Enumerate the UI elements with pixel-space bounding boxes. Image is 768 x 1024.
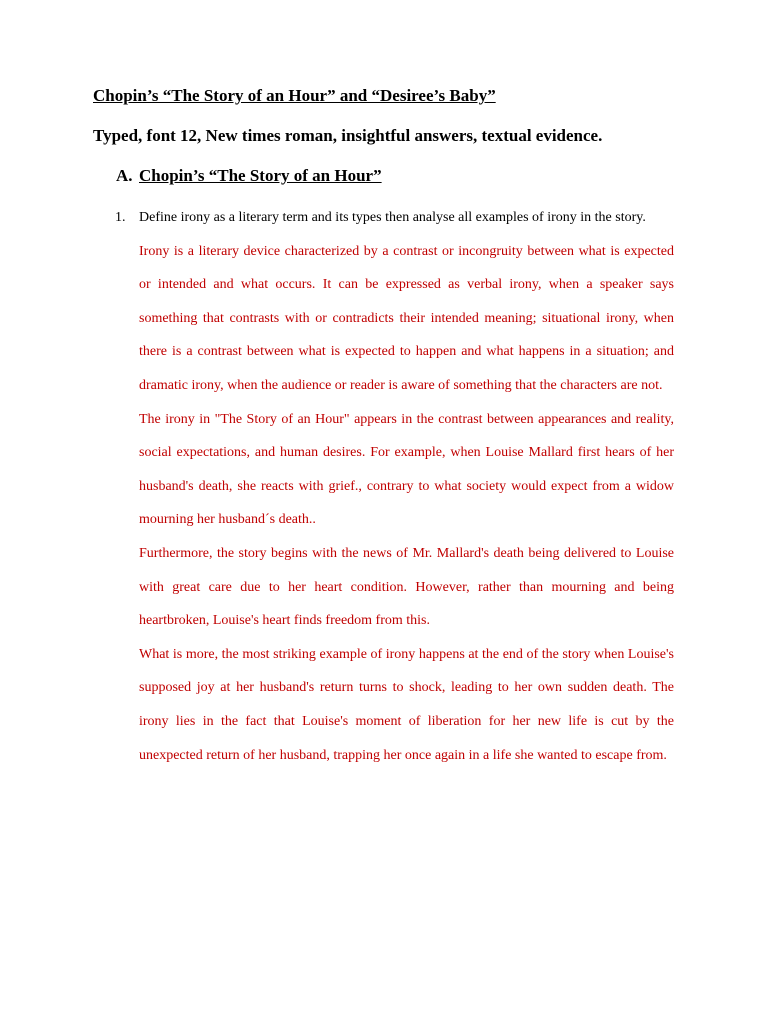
answer-paragraph-ending-irony: What is more, the most striking example of irony happens at the end of the story when Louise's supposed joy at her husband's return turns to shock, leading to her own sudden death. The irony lies in the fact that Louise's moment of liberation for her new life is cut by the unexpected return of her husband, trapping her once again in a life she wanted to escape from. xyxy=(139,646,674,763)
answer-paragraph-news-delivery: Furthermore, the story begins with the news of Mr. Mallard's death being delivered to Louise with great care due to her heart condition. However, rather than mourning and being heartbroken, Louise's heart finds freedom from this. xyxy=(139,545,674,629)
section-heading xyxy=(116,166,382,186)
assignment-instructions: Typed, font 12, New times roman, insightful answers, textual evidence. xyxy=(93,126,603,145)
question-number: 1. xyxy=(115,210,126,225)
document-title: Chopin’s “The Story of an Hour” and “Desiree’s Baby” xyxy=(93,86,496,105)
answer-paragraph-irony-definition: Irony is a literary device characterized by a contrast or incongruity between what is expected or intended and what occurs. It can be expressed as verbal irony, when a speaker says something that contrasts with or contradicts their intended meaning; situational irony, when there is a contrast between what is expected to happen and what happens in a situation; and dramatic irony, when the audience or reader is aware of something that the characters are not. xyxy=(139,243,674,393)
section-letter: A. xyxy=(116,166,133,185)
question-block xyxy=(115,201,674,772)
question-item xyxy=(115,201,674,235)
question-text: Define irony as a literary term and its types then analyse all examples of irony in the story. xyxy=(139,210,646,225)
answer-paragraph-appearance-reality: The irony in "The Story of an Hour" appears in the contrast between appearances and reality, social expectations, and human desires. For example, when Louise Mallard first hears of her husband's death, she reacts with grief., contrary to what society would expect from a widow mourning her husband´s death.. xyxy=(139,411,674,528)
section-title: Chopin’s “The Story of an Hour” xyxy=(139,166,382,185)
